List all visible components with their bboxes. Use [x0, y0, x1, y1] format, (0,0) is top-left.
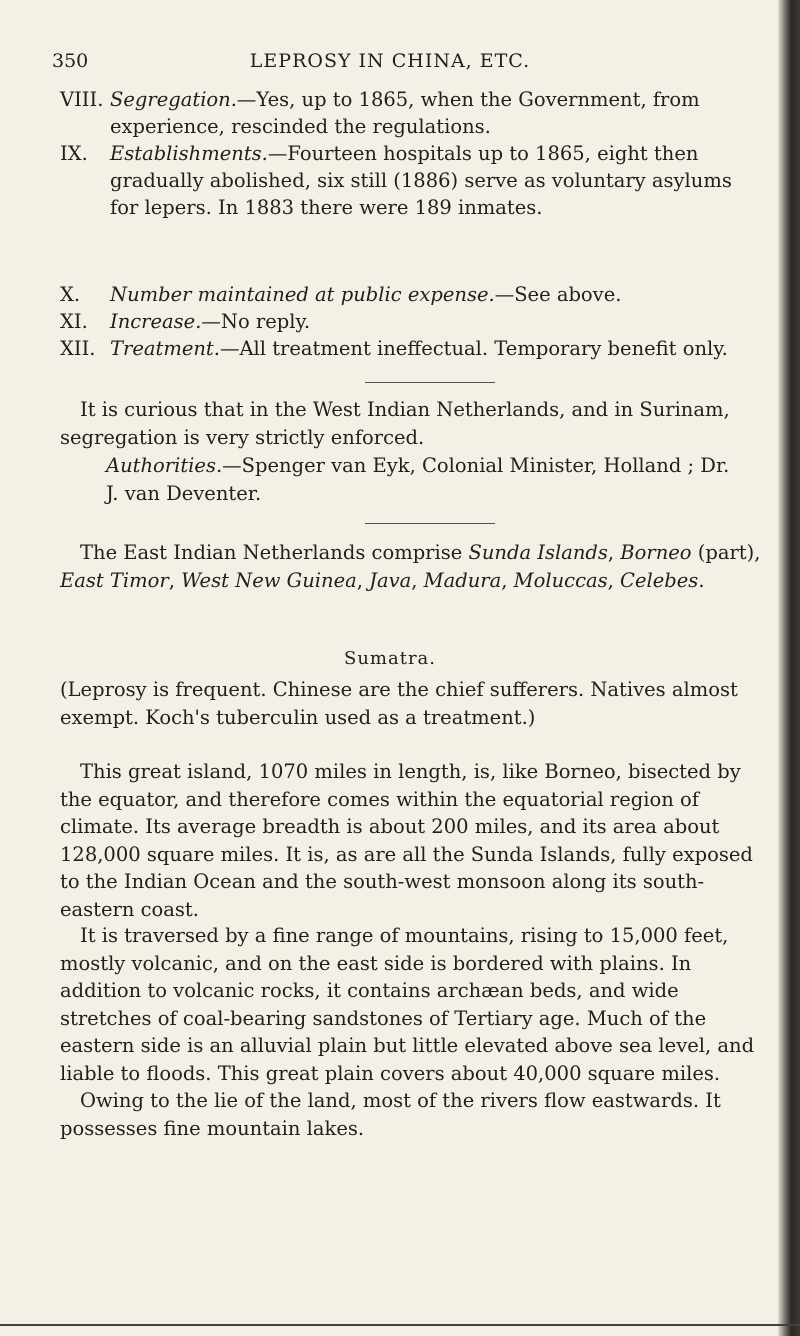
island-qualifier: (part) — [697, 541, 755, 564]
island-name: Sunda Islands — [468, 541, 608, 564]
book-page: 350 LEPROSY IN CHINA, ETC. VIII. Segregation.—Yes, up to 1865, when the Government, from experience, rescinded the regulations. IX. Establishments.—Fourteen hospitals up to 1865, eight then gradually abolished, six still (1886) serve as voluntary asylums for lepers. In 1883 there were 189 inmates. X. Number maintained at public expense.—See above. XI. Increase.—No reply. XII. Treatment.—All treatment ineffectual. Temporary benefit only. It is curious that in the West Indian Netherlands, and in Surinam, segregation is very strictly enforced. Authorities.—Spenger van Eyk, Colonial Minister, Holland ; Dr. J. van Deventer. The East Indian Netherlands comprise Sunda Islands, Borneo (part), East Timor, West New Guinea, Java, Madura, Moluccas, Celebes. Sumatra. (Leprosy is frequent. Chinese are the chief sufferers. Natives almost exempt. Koch's tuberculin used as a treatment.) This great island, 1070 miles in length, is, like Borneo, bisected by the equator, and therefore comes within the equatorial region of climate. Its average breadth is about 200 miles, and its area about 128,000 square miles. It is, as are all the Sunda Islands, fully exposed to the Indian Ocean and the south-west monsoon along its south-eastern coast. It is traversed by a fine range of mountains, rising to 15,000 feet, mostly volcanic, and on the east side is bordered with plains. In addition to volcanic rocks, it contains archæan beds, and wide stretches of coal-bearing sandstones of Tertiary age. Much of the eastern side is an alluvial plain but little elevated above sea level, and liable to floods. This great plain covers about 40,000 square miles. Owing to the lie of the land, most of the rivers flow eastwards. It possesses fine mountain lakes. — [0, 0, 800, 1336]
body-paragraph: This great island, 1070 miles in length, is, like Borneo, bisected by the equator, and therefore comes within the equatorial region of climate. Its average breadth is about 200 miles, and its area about 128,000 square miles. It is, as are all the Sunda Islands, fully exposed to the Indian Ocean and the south-west monsoon along its south-eastern coast. — [60, 760, 753, 921]
page-edge-shadow — [778, 0, 800, 1336]
entry-label: Treatment. — [110, 337, 220, 360]
entry-label: Establishments. — [110, 142, 268, 165]
surinam-paragraph: It is curious that in the West Indian Netherlands, and in Surinam, segregation is very strictly enforced. — [60, 398, 730, 449]
island-name: Borneo — [620, 541, 692, 564]
island-name: Java — [369, 568, 412, 592]
island-name: Moluccas — [513, 568, 608, 592]
east-indian-paragraph: The East Indian Netherlands comprise Sunda Islands, Borneo (part), East Timor, West New Guinea, Java, Madura, Moluccas, Celebes. — [60, 541, 761, 592]
island-name: West New Guinea — [181, 568, 357, 592]
entry-text: —See above. — [494, 283, 622, 306]
entry-label: Increase. — [110, 310, 202, 333]
sumatra-note: (Leprosy is frequent. Chinese are the chief sufferers. Natives almost exempt. Koch's tuberculin used as a treatment.) — [60, 678, 738, 729]
entry-text: —No reply. — [201, 310, 311, 333]
authorities-line — [106, 452, 746, 507]
entry-label: Segregation. — [110, 88, 237, 111]
entry-label: Number maintained at public expense. — [110, 283, 495, 306]
authorities-text: —Spenger van Eyk, Colonial Minister, Holland ; Dr. J. van Deventer. — [106, 454, 730, 505]
entry-text: —Fourteen hospitals up to 1865, eight then gradually abolished, six still (1886) serve as voluntary asylums for lepers. In 1883 there were 189 inmates. — [110, 142, 732, 219]
bottom-border — [0, 1324, 800, 1326]
east-indian-lead: The East Indian Netherlands comprise — [80, 541, 469, 564]
page-number: 350 — [52, 50, 89, 72]
section-divider — [365, 382, 495, 383]
body-paragraph: It is traversed by a fine range of mountains, rising to 15,000 feet, mostly volcanic, and on the east side is bordered with plains. In addition to volcanic rocks, it contains archæan beds, and wide stretches of coal-bearing sandstones of Tertiary age. Much of the eastern side is an alluvial plain but little elevated above sea level, and liable to floods. This great plain covers about 40,000 square miles. — [60, 924, 755, 1085]
section-divider — [365, 523, 495, 524]
section-title: Sumatra. — [343, 648, 436, 669]
island-name: East Timor — [60, 568, 169, 592]
island-name: Madura — [423, 568, 502, 592]
entry-text: —All treatment ineffectual. Temporary benefit only. — [219, 337, 728, 360]
body-paragraph: Owing to the lie of the land, most of the rivers flow eastwards. It possesses fine mountain lakes. — [60, 1089, 721, 1140]
authorities-label: Authorities. — [106, 454, 223, 477]
island-name: Celebes — [620, 568, 699, 592]
running-title: LEPROSY IN CHINA, ETC. — [249, 50, 531, 72]
entry-text: —Yes, up to 1865, when the Government, from experience, rescinded the regulations. — [110, 88, 700, 138]
